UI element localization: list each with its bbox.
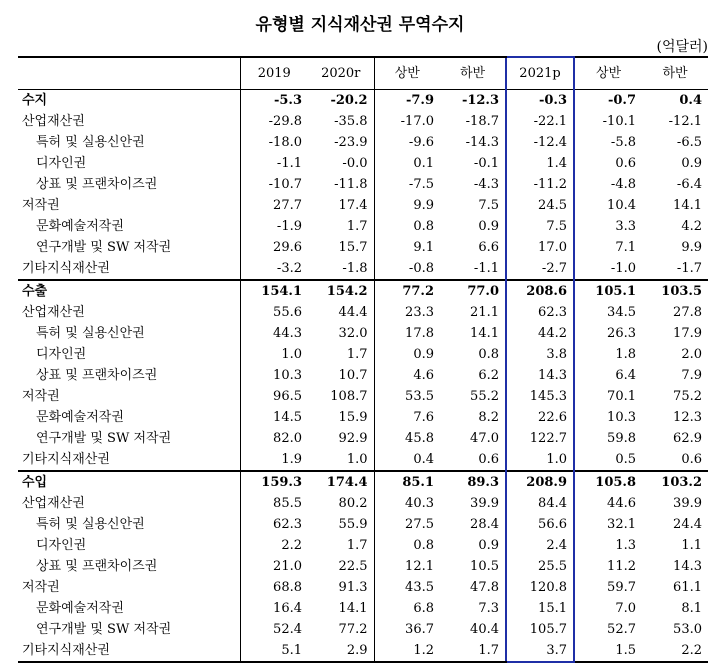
cell-value: 80.2 [308, 493, 374, 514]
cell-value: 4.6 [413, 368, 434, 383]
cell-value: -0.7 [574, 90, 642, 112]
cell-value: 45.8 [405, 431, 434, 446]
table-row [18, 174, 708, 195]
row-label: 산업재산권 [22, 114, 85, 129]
cell-value: 32.0 [308, 323, 374, 344]
cell-value: 145.3 [506, 386, 574, 407]
cell-value: 77.0 [440, 280, 506, 302]
column-header: 상반 [574, 57, 642, 90]
column-header: 2020r [308, 57, 374, 90]
cell-value: -11.8 [308, 174, 374, 195]
table-row [18, 471, 708, 493]
column-header: 2019 [240, 57, 308, 90]
cell-value: 40.4 [470, 622, 499, 637]
cell-value: 1.0 [506, 449, 574, 471]
cell-value: 9.9 [681, 240, 702, 255]
cell-value: 0.9 [413, 347, 434, 362]
cell-value: 3.8 [506, 344, 574, 365]
cell-value: 59.8 [574, 428, 642, 449]
cell-value: 89.3 [440, 471, 506, 493]
cell-value: 1.2 [374, 640, 440, 662]
cell-value: 39.9 [673, 496, 702, 511]
table-title: 유형별 지식재산권 무역수지 [255, 15, 465, 35]
row-label: 상표 및 프랜차이즈권 [36, 368, 158, 383]
cell-value: 7.5 [506, 216, 574, 237]
table-row [18, 344, 708, 365]
cell-value: -10.1 [574, 111, 642, 132]
cell-value: 91.3 [308, 577, 374, 598]
cell-value: 10.4 [574, 195, 642, 216]
row-label: 상표 및 프랜차이즈권 [36, 177, 158, 192]
cell-value: -35.8 [308, 111, 374, 132]
cell-value: 1.3 [574, 535, 642, 556]
cell-value: 55.6 [240, 302, 308, 323]
row-label: 기타지식재산권 [18, 640, 240, 662]
cell-value: 29.6 [240, 237, 308, 258]
cell-value: 108.7 [308, 386, 374, 407]
cell-value: -12.3 [440, 90, 506, 112]
row-label: 산업재산권 [22, 305, 85, 320]
row-label: 기타지식재산권 [22, 452, 110, 467]
cell-value: 7.9 [681, 368, 702, 383]
row-label: 수출 [18, 280, 240, 302]
cell-value: 47.8 [470, 580, 499, 595]
cell-value: 174.4 [308, 471, 374, 493]
cell-value: -7.9 [374, 90, 440, 112]
cell-value: 103.5 [642, 280, 708, 302]
cell-value: 6.4 [574, 365, 642, 386]
cell-value: 44.3 [240, 323, 308, 344]
table-row [18, 111, 708, 132]
table-body [18, 90, 708, 663]
cell-value: 96.5 [240, 386, 308, 407]
table-row [18, 598, 708, 619]
column-header [18, 57, 240, 90]
cell-value: 103.2 [642, 471, 708, 493]
table-row [18, 428, 708, 449]
cell-value: -17.0 [400, 114, 434, 129]
cell-value: 39.9 [470, 496, 499, 511]
row-label: 저작권 [22, 389, 60, 404]
cell-value: 208.6 [506, 280, 574, 302]
cell-value: 21.1 [470, 305, 499, 320]
cell-value: 84.4 [506, 493, 574, 514]
row-label: 상표 및 프랜차이즈권 [36, 559, 158, 574]
table-row [18, 90, 708, 112]
cell-value: 68.8 [240, 577, 308, 598]
row-label: 특허 및 실용신안권 [36, 517, 145, 532]
cell-value: 2.4 [506, 535, 574, 556]
cell-value: 17.4 [308, 195, 374, 216]
cell-value: 7.5 [478, 198, 499, 213]
row-label: 특허 및 실용신안권 [36, 135, 145, 150]
cell-value: 9.9 [413, 198, 434, 213]
table-row [18, 449, 708, 471]
cell-value: 14.5 [240, 407, 308, 428]
cell-value: -1.9 [240, 216, 308, 237]
cell-value: 1.7 [308, 344, 374, 365]
cell-value: 52.7 [574, 619, 642, 640]
trade-balance-table [18, 56, 708, 663]
cell-value: 26.3 [574, 323, 642, 344]
cell-value: 0.4 [413, 452, 434, 467]
cell-value: -12.4 [506, 132, 574, 153]
cell-value: -1.7 [676, 261, 702, 276]
cell-value: 62.3 [240, 514, 308, 535]
cell-value: 17.0 [506, 237, 574, 258]
cell-value: 9.1 [413, 240, 434, 255]
row-label: 산업재산권 [22, 496, 85, 511]
cell-value: -6.4 [676, 177, 702, 192]
cell-value: 7.3 [478, 601, 499, 616]
cell-value: 62.9 [673, 431, 702, 446]
cell-value: -0.0 [308, 153, 374, 174]
cell-value: 105.1 [574, 280, 642, 302]
cell-value: 1.7 [440, 640, 506, 662]
cell-value: 2.9 [308, 640, 374, 662]
cell-value: 1.5 [574, 640, 642, 662]
column-header: 하반 [642, 57, 708, 90]
row-label: 연구개발 및 SW 저작권 [36, 240, 172, 255]
cell-value: 53.5 [405, 389, 434, 404]
cell-value: 105.8 [574, 471, 642, 493]
cell-value: 3.3 [574, 216, 642, 237]
cell-value: 55.9 [308, 514, 374, 535]
table-row [18, 619, 708, 640]
cell-value: 3.7 [506, 640, 574, 662]
cell-value: -22.1 [506, 111, 574, 132]
cell-value: 0.5 [574, 449, 642, 471]
cell-value: 24.4 [673, 517, 702, 532]
cell-value: 17.9 [673, 326, 702, 341]
cell-value: 0.8 [413, 219, 434, 234]
cell-value: -9.6 [408, 135, 434, 150]
cell-value: 2.2 [642, 640, 708, 662]
cell-value: 92.9 [308, 428, 374, 449]
cell-value: 0.4 [642, 90, 708, 112]
cell-value: -14.3 [465, 135, 499, 150]
cell-value: 4.2 [681, 219, 702, 234]
cell-value: 43.5 [405, 580, 434, 595]
cell-value: 1.0 [240, 344, 308, 365]
cell-value: 85.1 [374, 471, 440, 493]
cell-value: 6.8 [413, 601, 434, 616]
cell-value: 52.4 [240, 619, 308, 640]
table-row [18, 195, 708, 216]
cell-value: 6.6 [478, 240, 499, 255]
cell-value: -4.8 [574, 174, 642, 195]
cell-value: 15.1 [506, 598, 574, 619]
cell-value: 7.0 [574, 598, 642, 619]
cell-value: 10.7 [308, 365, 374, 386]
cell-value: -0.8 [408, 261, 434, 276]
cell-value: 0.9 [681, 156, 702, 171]
row-label: 문화예술저작권 [36, 219, 124, 234]
row-label: 문화예술저작권 [36, 410, 124, 425]
cell-value: 22.5 [308, 556, 374, 577]
cell-value: 14.3 [673, 559, 702, 574]
row-label: 저작권 [22, 580, 60, 595]
cell-value: 0.6 [681, 452, 702, 467]
column-header: 2021p [506, 57, 574, 90]
table-row [18, 323, 708, 344]
cell-value: 0.9 [478, 538, 499, 553]
cell-value: -7.5 [408, 177, 434, 192]
cell-value: -1.0 [574, 258, 642, 280]
cell-value: -18.7 [465, 114, 499, 129]
row-label: 수지 [18, 90, 240, 112]
cell-value: 15.9 [308, 407, 374, 428]
cell-value: 16.4 [240, 598, 308, 619]
cell-value: 8.2 [478, 410, 499, 425]
cell-value: -18.0 [240, 132, 308, 153]
table-row [18, 280, 708, 302]
cell-value: 2.0 [681, 347, 702, 362]
cell-value: 122.7 [506, 428, 574, 449]
cell-value: 154.2 [308, 280, 374, 302]
cell-value: 14.1 [308, 598, 374, 619]
cell-value: 159.3 [240, 471, 308, 493]
cell-value: 53.0 [673, 622, 702, 637]
row-label: 문화예술저작권 [36, 601, 124, 616]
cell-value: 25.5 [506, 556, 574, 577]
cell-value: 27.8 [673, 305, 702, 320]
cell-value: 85.5 [240, 493, 308, 514]
cell-value: 75.2 [673, 389, 702, 404]
row-label: 디자인권 [36, 538, 87, 553]
cell-value: 21.0 [240, 556, 308, 577]
cell-value: 1.7 [308, 216, 374, 237]
cell-value: 0.6 [574, 153, 642, 174]
cell-value: 0.9 [478, 219, 499, 234]
column-header: 하반 [440, 57, 506, 90]
cell-value: 22.6 [506, 407, 574, 428]
cell-value: 17.8 [405, 326, 434, 341]
table-row [18, 556, 708, 577]
cell-value: 1.8 [574, 344, 642, 365]
cell-value: 27.5 [405, 517, 434, 532]
cell-value: -11.2 [506, 174, 574, 195]
cell-value: 1.4 [506, 153, 574, 174]
row-label: 디자인권 [36, 347, 87, 362]
table-row [18, 386, 708, 407]
cell-value: 7.6 [413, 410, 434, 425]
cell-value: 27.7 [240, 195, 308, 216]
table-row [18, 153, 708, 174]
table-row [18, 216, 708, 237]
cell-value: 14.1 [470, 326, 499, 341]
row-label: 디자인권 [36, 156, 87, 171]
cell-value: 44.2 [506, 323, 574, 344]
cell-value: 55.2 [470, 389, 499, 404]
cell-value: 7.1 [574, 237, 642, 258]
cell-value: 44.6 [574, 493, 642, 514]
cell-value: 10.5 [470, 559, 499, 574]
cell-value: 44.4 [308, 302, 374, 323]
cell-value: -3.2 [240, 258, 308, 280]
cell-value: 10.3 [240, 365, 308, 386]
cell-value: 24.5 [506, 195, 574, 216]
cell-value: 70.1 [574, 386, 642, 407]
cell-value: 61.1 [673, 580, 702, 595]
cell-value: -6.5 [676, 135, 702, 150]
cell-value: 59.7 [574, 577, 642, 598]
table-row [18, 640, 708, 662]
cell-value: -2.7 [506, 258, 574, 280]
cell-value: 12.1 [405, 559, 434, 574]
cell-value: 105.7 [506, 619, 574, 640]
table-row [18, 535, 708, 556]
row-label: 특허 및 실용신안권 [36, 326, 145, 341]
cell-value: 1.9 [240, 449, 308, 471]
cell-value: -5.3 [240, 90, 308, 112]
cell-value: 14.3 [506, 365, 574, 386]
cell-value: -29.8 [240, 111, 308, 132]
cell-value: 36.7 [405, 622, 434, 637]
cell-value: 40.3 [405, 496, 434, 511]
cell-value: 15.7 [308, 237, 374, 258]
cell-value: -4.3 [473, 177, 499, 192]
cell-value: 0.8 [413, 538, 434, 553]
table-row [18, 258, 708, 280]
column-header: 상반 [374, 57, 440, 90]
cell-value: 2.2 [240, 535, 308, 556]
row-label: 저작권 [22, 198, 60, 213]
cell-value: 82.0 [240, 428, 308, 449]
cell-value: 0.6 [478, 452, 499, 467]
table-row [18, 302, 708, 323]
row-label: 기타지식재산권 [22, 261, 110, 276]
row-label: 연구개발 및 SW 저작권 [36, 431, 172, 446]
unit-label: (억달러) [656, 39, 708, 55]
table-row [18, 514, 708, 535]
cell-value: -1.8 [308, 258, 374, 280]
cell-value: 10.3 [574, 407, 642, 428]
cell-value: 208.9 [506, 471, 574, 493]
cell-value: 5.1 [240, 640, 308, 662]
cell-value: 12.3 [673, 410, 702, 425]
cell-value: -23.9 [308, 132, 374, 153]
cell-value: 32.1 [574, 514, 642, 535]
cell-value: 56.6 [506, 514, 574, 535]
cell-value: 23.3 [405, 305, 434, 320]
cell-value: 34.5 [574, 302, 642, 323]
cell-value: 0.8 [478, 347, 499, 362]
cell-value: 77.2 [308, 619, 374, 640]
row-label: 연구개발 및 SW 저작권 [36, 622, 172, 637]
table-row [18, 407, 708, 428]
cell-value: -10.7 [240, 174, 308, 195]
cell-value: 0.1 [413, 156, 434, 171]
cell-value: -0.1 [473, 156, 499, 171]
cell-value: -12.1 [668, 114, 702, 129]
cell-value: -0.3 [506, 90, 574, 112]
cell-value: 1.7 [308, 535, 374, 556]
table-row [18, 577, 708, 598]
cell-value: 1.0 [308, 449, 374, 471]
cell-value: 77.2 [374, 280, 440, 302]
cell-value: 62.3 [506, 302, 574, 323]
cell-value: 11.2 [574, 556, 642, 577]
cell-value: -5.8 [574, 132, 642, 153]
cell-value: 120.8 [506, 577, 574, 598]
table-row [18, 365, 708, 386]
cell-value: 1.1 [681, 538, 702, 553]
cell-value: -1.1 [240, 153, 308, 174]
row-label: 수입 [18, 471, 240, 493]
cell-value: 6.2 [478, 368, 499, 383]
cell-value: 14.1 [673, 198, 702, 213]
table-row [18, 237, 708, 258]
header-row [18, 57, 708, 90]
table-row [18, 493, 708, 514]
cell-value: 8.1 [681, 601, 702, 616]
cell-value: 28.4 [470, 517, 499, 532]
cell-value: 47.0 [470, 431, 499, 446]
table-row [18, 132, 708, 153]
cell-value: 154.1 [240, 280, 308, 302]
cell-value: -1.1 [473, 261, 499, 276]
cell-value: -20.2 [308, 90, 374, 112]
